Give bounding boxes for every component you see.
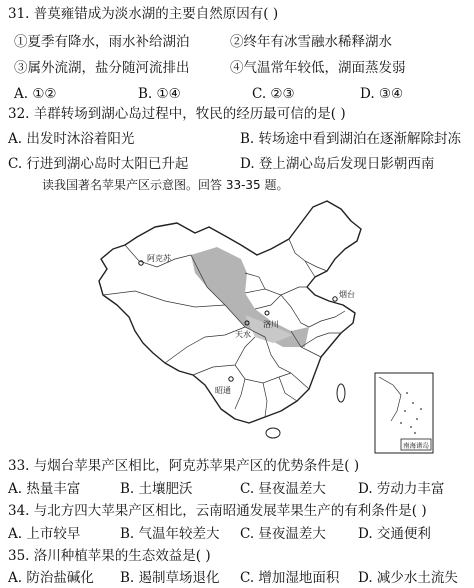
- q34-option-c: C. 昼夜温差大: [240, 526, 326, 542]
- q34-stem: 34. 与北方四大苹果产区相比，云南昭通发展苹果生产的有利条件是( ): [8, 503, 427, 519]
- luochuan-marker: [265, 311, 269, 315]
- q33-stem: 33. 与烟台苹果产区相比，阿克苏苹果产区的优势条件是( ): [8, 458, 360, 474]
- q31-option-a: A. ①②: [14, 86, 57, 102]
- china-apple-regions-map: [95, 197, 445, 459]
- q32-stem: 32. 羊群转场到湖心岛过程中，牧民的经历最可信的是( ): [8, 106, 346, 122]
- q34-option-a: A. 上市较早: [8, 526, 81, 542]
- q35-stem: 35. 洛川种植苹果的生态效益是( ): [8, 548, 211, 564]
- q34-option-b: B. 气温年较差大: [120, 526, 220, 542]
- map-caption: 读我国著名苹果产区示意图。回答 33-35 题。: [42, 178, 289, 192]
- yantai-label: 烟台: [339, 290, 355, 299]
- q31-option-d: D. ③④: [360, 86, 404, 102]
- q32-option-a: A. 出发时沐浴着阳光: [8, 131, 135, 147]
- tianshui-label: 天水: [235, 330, 251, 339]
- q33-option-a: A. 热量丰富: [8, 481, 81, 497]
- q32-option-c: C. 行进到湖心岛时太阳已升起: [8, 156, 189, 172]
- q34-option-d: D. 交通便利: [358, 526, 431, 542]
- inset-label: 南海诸岛: [403, 441, 429, 450]
- q32-option-d: D. 登上湖心岛后发现日影朝西南: [240, 156, 435, 172]
- q35-option-c: C. 增加湿地面积: [240, 570, 340, 586]
- q33-option-c: C. 昼夜温差大: [240, 481, 326, 497]
- q35-option-a: A. 防治盐碱化: [8, 570, 94, 586]
- q31-statement-3: ③属外流湖，盐分随河流排出: [14, 60, 190, 76]
- hainan-island: [266, 428, 280, 438]
- q31-statement-1: ①夏季有降水，雨水补给湖泊: [14, 34, 190, 50]
- zhaotong-marker: [229, 377, 233, 381]
- south-china-sea-inset: [375, 373, 433, 453]
- q31-statement-4: ④气温常年较低，湖面蒸发弱: [230, 60, 406, 76]
- zhaotong-label: 昭通: [215, 386, 231, 395]
- q33-option-b: B. 土壤肥沃: [120, 481, 193, 497]
- q35-option-b: B. 遏制草场退化: [120, 570, 220, 586]
- q33-option-d: D. 劳动力丰富: [358, 481, 445, 497]
- q32-option-b: B. 转场途中看到湖泊在逐渐解除封冻: [240, 131, 462, 147]
- luochuan-label: 洛川: [263, 320, 279, 329]
- yantai-marker: [333, 297, 337, 301]
- taiwan-island: [337, 384, 345, 402]
- q31-statement-2: ②终年有冰雪融水稀释湖水: [230, 34, 392, 50]
- akesu-label: 阿克苏: [147, 254, 171, 263]
- q31-option-c: C. ②③: [252, 86, 295, 102]
- q31-option-b: B. ①④: [138, 86, 181, 102]
- q35-option-d: D. 减少水土流失: [358, 570, 458, 586]
- q31-stem: 31. 普莫雍错成为淡水湖的主要自然原因有( ): [8, 6, 279, 22]
